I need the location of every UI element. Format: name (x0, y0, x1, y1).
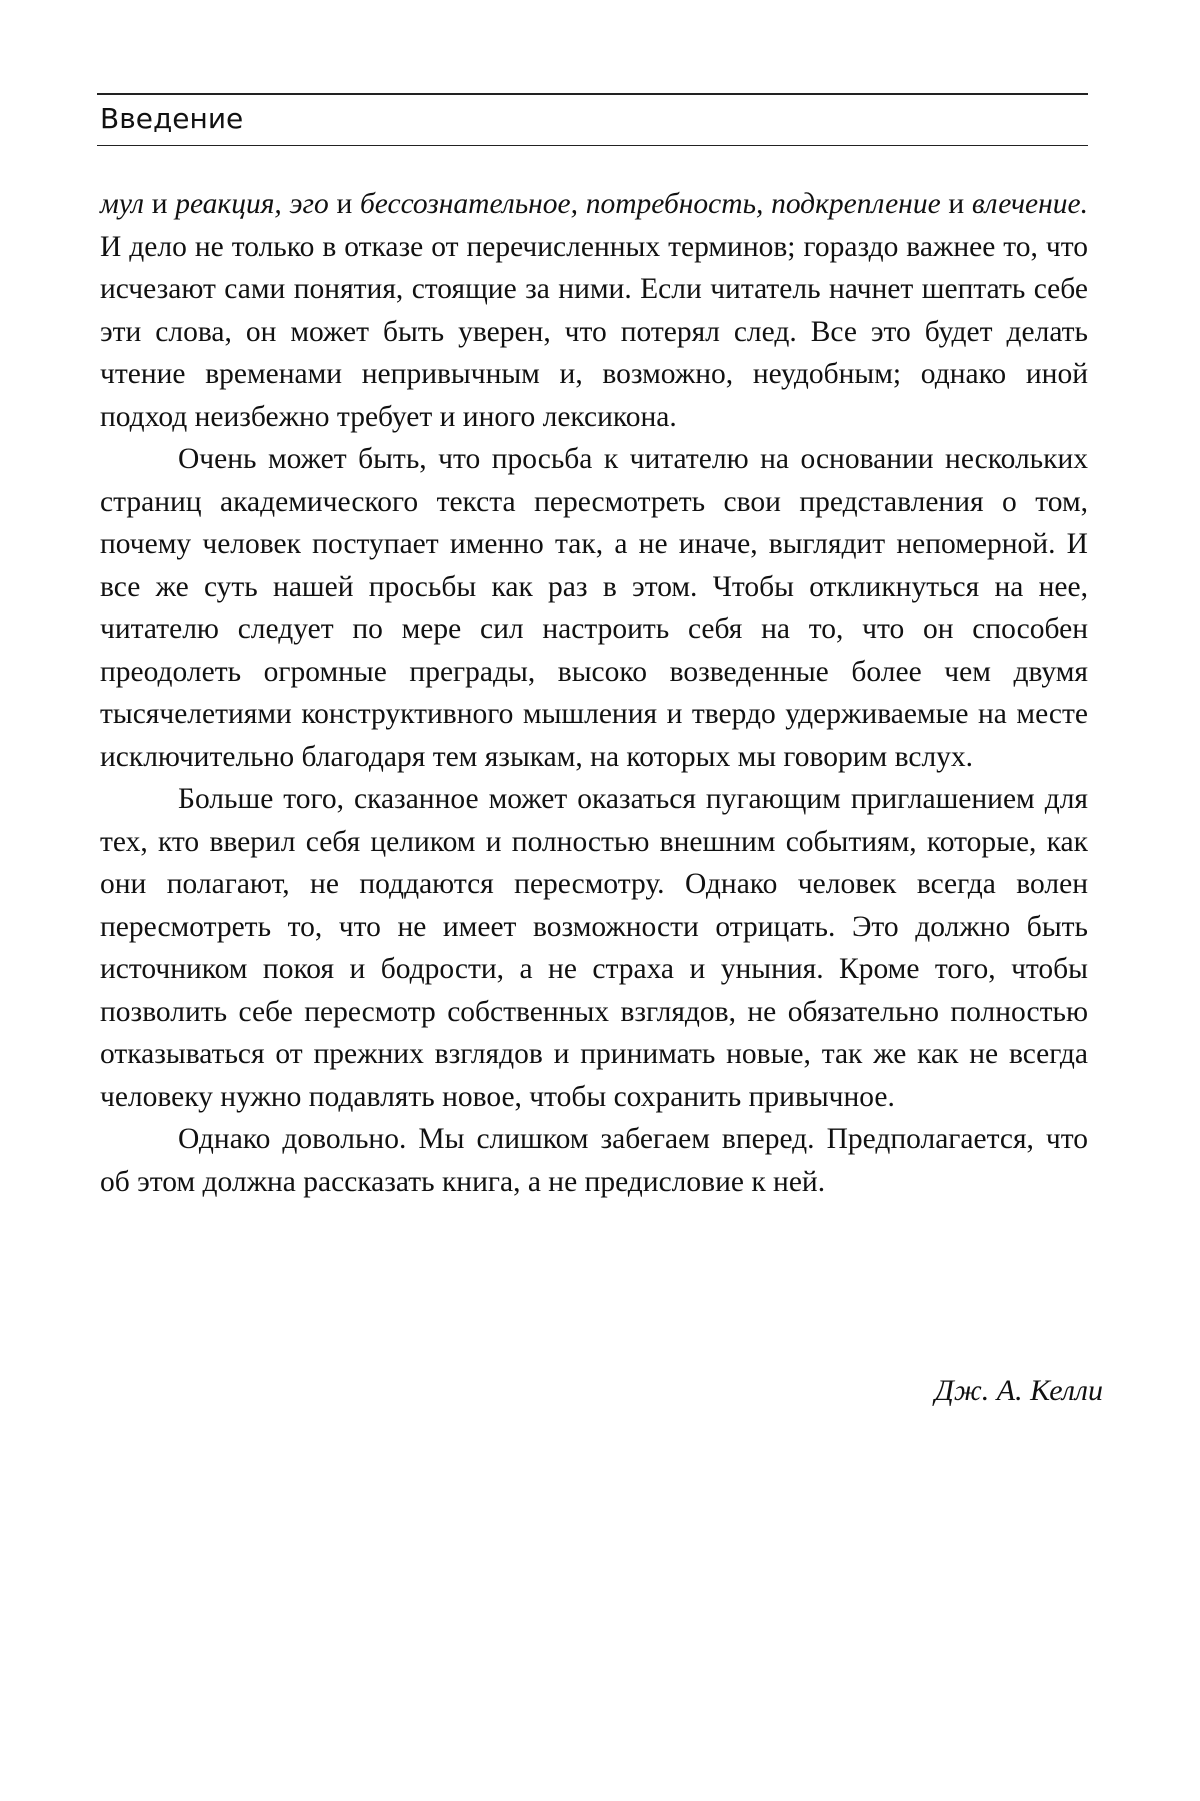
text-span: и (940, 188, 972, 220)
author-signature: Дж. А. Келли (934, 1374, 1103, 1407)
paragraph: Однако довольно. Мы слишком забегаем вперед. Предполагается, что об этом должна рассказать книга, а не предисловие к ней. (100, 1123, 1088, 1198)
text-span: И дело не только в отказе от перечисленных терминов; гораздо важнее то, что исчезают сами понятия, стоящие за ними. Если читатель начнет шептать себе эти слова, он может быть уверен, что потерял след. Все это будет делать чтение временами непривычным и, возможно, неудобным; однако иной подход неизбежно требует и иного лексикона. (100, 230, 1088, 433)
paragraph-continued (100, 183, 1088, 438)
text-span: и (328, 188, 360, 220)
text-span: и (144, 188, 176, 220)
paragraph: Очень может быть, что просьба к читателю на основании нескольких страниц академического текста пересмотреть свои представления о том, почему человек поступает именно так, а не иначе, выглядит непомерной. И все же суть нашей просьбы как раз в этом. Чтобы откликнуться на нее, читателю следует по мере сил настроить себя на то, что он способен преодолеть огромные преграды, высоко возведенные более чем двумя тысячелетиями конструктивного мышления и твердо удерживаемые на месте исключительно благодаря тем языкам, на которых мы говорим вслух. (100, 443, 1088, 773)
term-italic: реакция, эго (175, 188, 329, 220)
term-italic: влечение. (971, 188, 1088, 220)
running-head: Введение (100, 102, 244, 135)
body-text (100, 183, 1088, 1203)
term-italic: бессознательное, потребность, подкрепление (359, 188, 941, 220)
header-bottom-rule (97, 145, 1088, 146)
term-italic: мул (100, 188, 144, 220)
paragraph: Больше того, сказанное может оказаться пугающим приглашением для тех, кто вверил себя целиком и полностью внешним событиям, которые, как они полагают, не поддаются пересмотру. Однако человек всегда волен пересмотреть то, что не имеет возможности отрицать. Это должно быть источником покоя и бодрости, а не страха и уныния. Кроме того, чтобы позволить себе пересмотр собственных взглядов, не обязательно полностью отказываться от прежних взглядов и принимать новые, так же как не всегда человеку нужно подавлять новое, чтобы сохранить привычное. (100, 783, 1088, 1113)
header-top-rule (97, 93, 1088, 95)
